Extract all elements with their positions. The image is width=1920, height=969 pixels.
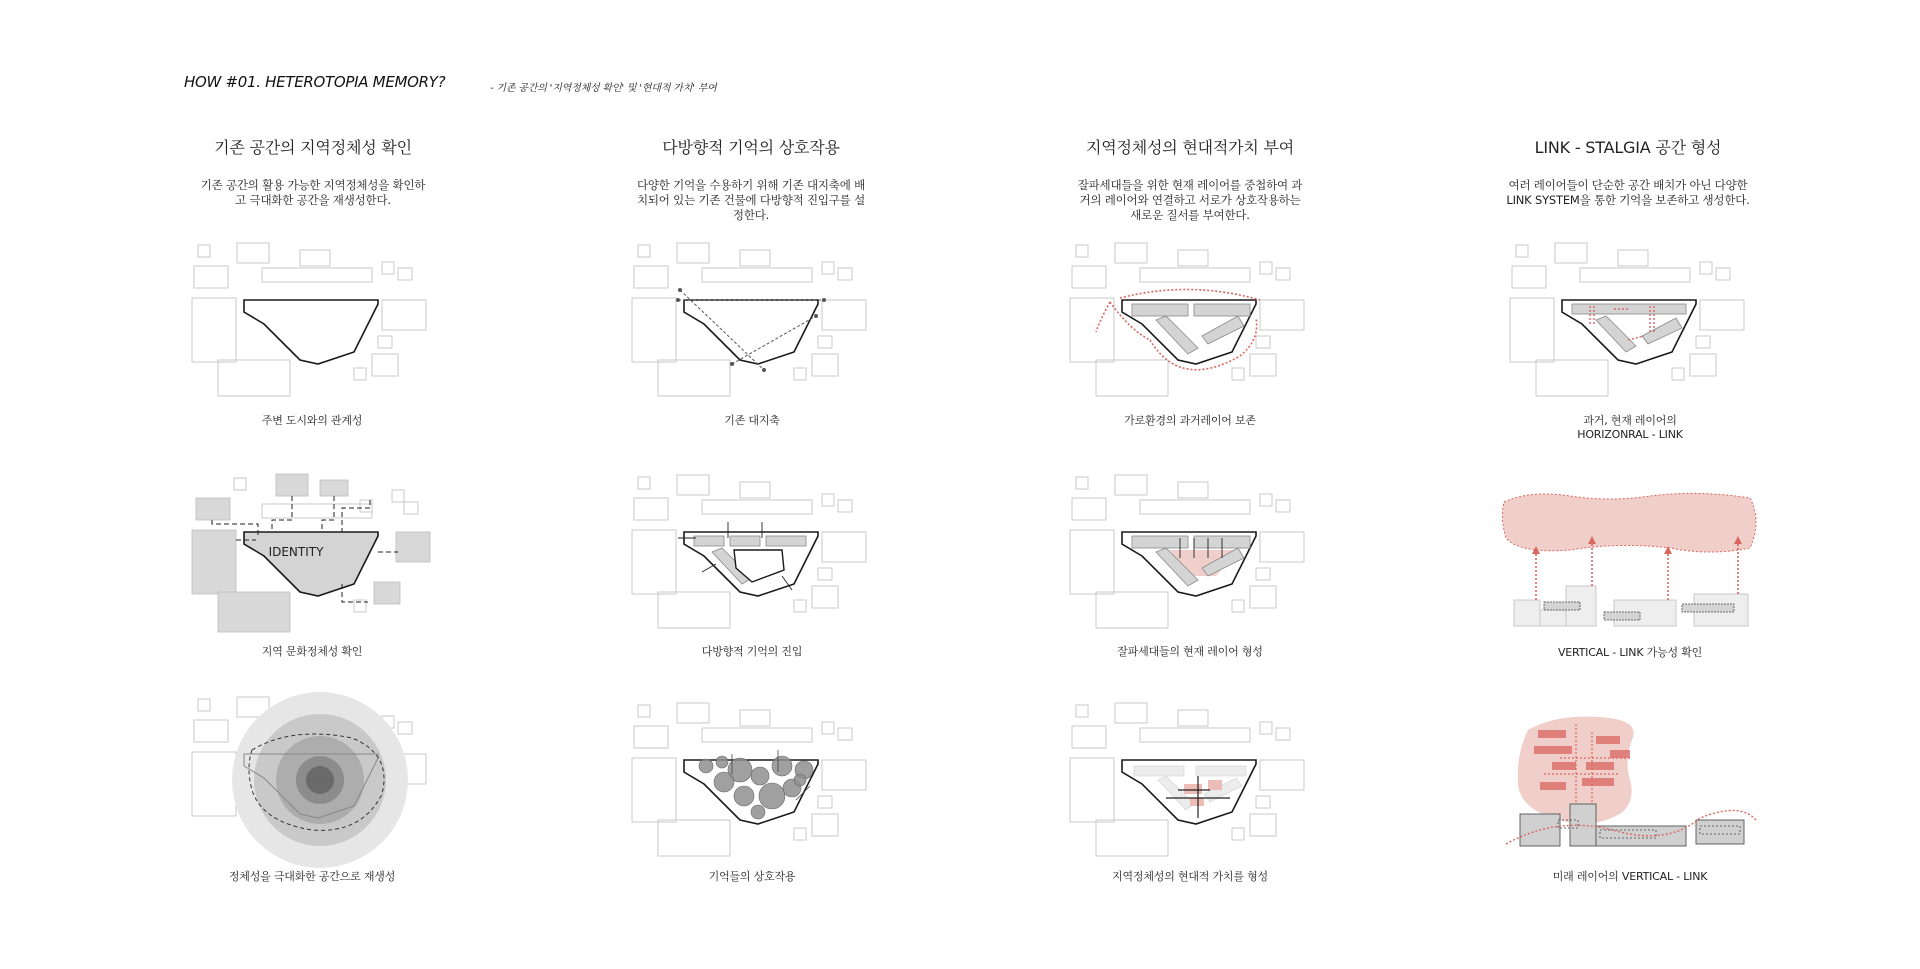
col3-title: 지역정체성의 현대적가치 부여 [1085,138,1295,157]
diagram-identity [192,472,432,632]
col1-desc: 기존 공간의 활용 가능한 지역정체성을 확인하 고 극대화한 공간을 재생성한다. [200,178,426,207]
col3-desc: 잘파세대들을 위한 현재 레이어를 중첩하여 과 거의 레이어와 연결하고 서로가 상호작용하는 새로운 질서를 부여한다. [1077,178,1303,222]
col4-title: LINK - STALGIA 공간 형성 [1534,138,1722,157]
caption-c1r3: 정체성을 극대화한 공간으로 재생성 [228,870,396,883]
caption-c2r3: 기억들의 상호작용 [708,870,796,883]
caption-c2r1: 기존 대지축 [724,414,780,427]
diagram-vertical-link-possibility [1500,490,1760,650]
diagram-urban-relation [192,240,432,400]
page-title: HOW #01. HETEROTOPIA MEMORY? [184,73,446,91]
svg-text:IDENTITY: IDENTITY [268,545,324,559]
diagram-modern-value [1070,700,1310,860]
caption-c3r2: 잘파세대들의 현재 레이어 형성 [1117,645,1263,658]
col1-title: 기존 공간의 지역정체성 확인 [214,138,412,157]
caption-c4r3: 미래 레이어의 VERTICAL - LINK [1552,870,1708,883]
caption-c3r3: 지역정체성의 현대적 가치를 형성 [1112,870,1268,883]
diagram-future-vertical-link [1500,710,1760,870]
caption-c1r2: 지역 문화정체성 확인 [261,645,363,658]
diagram-present-layer [1070,472,1310,632]
caption-c1r1: 주변 도시와의 관계성 [261,414,363,427]
col2-desc: 다양한 기억을 수용하기 위해 기존 대지축에 배 치되어 있는 기존 건물에 다방향적 진입구를 설 정한다. [636,178,865,222]
caption-c2r2: 다방향적 기억의 진입 [701,645,803,658]
caption-c4r2: VERTICAL - LINK 가능성 확인 [1557,646,1703,659]
col4-desc: 여러 레이어들이 단순한 공간 배치가 아닌 다양한 LINK SYSTEM을 통한 기억을 보존하고 생성한다. [1506,178,1750,207]
caption-c3r1: 가로환경의 과거레이어 보존 [1124,414,1256,427]
diagram-memory-interaction [632,700,872,860]
diagram-multi-entry [632,472,872,632]
diagram-past-layer [1070,240,1310,400]
diagram-regenerated-space [192,694,432,854]
diagram-existing-axis [632,240,872,400]
diagram-horizontal-link [1510,240,1750,400]
page-subtitle: - 기존 공간의 '지역정체성 확인' 및 '현대적 가치' 부여 [490,83,717,94]
col2-title: 다방향적 기억의 상호작용 [662,138,840,157]
caption-c4r1: 과거, 현재 레이어의 HORIZONRAL - LINK [1577,414,1683,441]
